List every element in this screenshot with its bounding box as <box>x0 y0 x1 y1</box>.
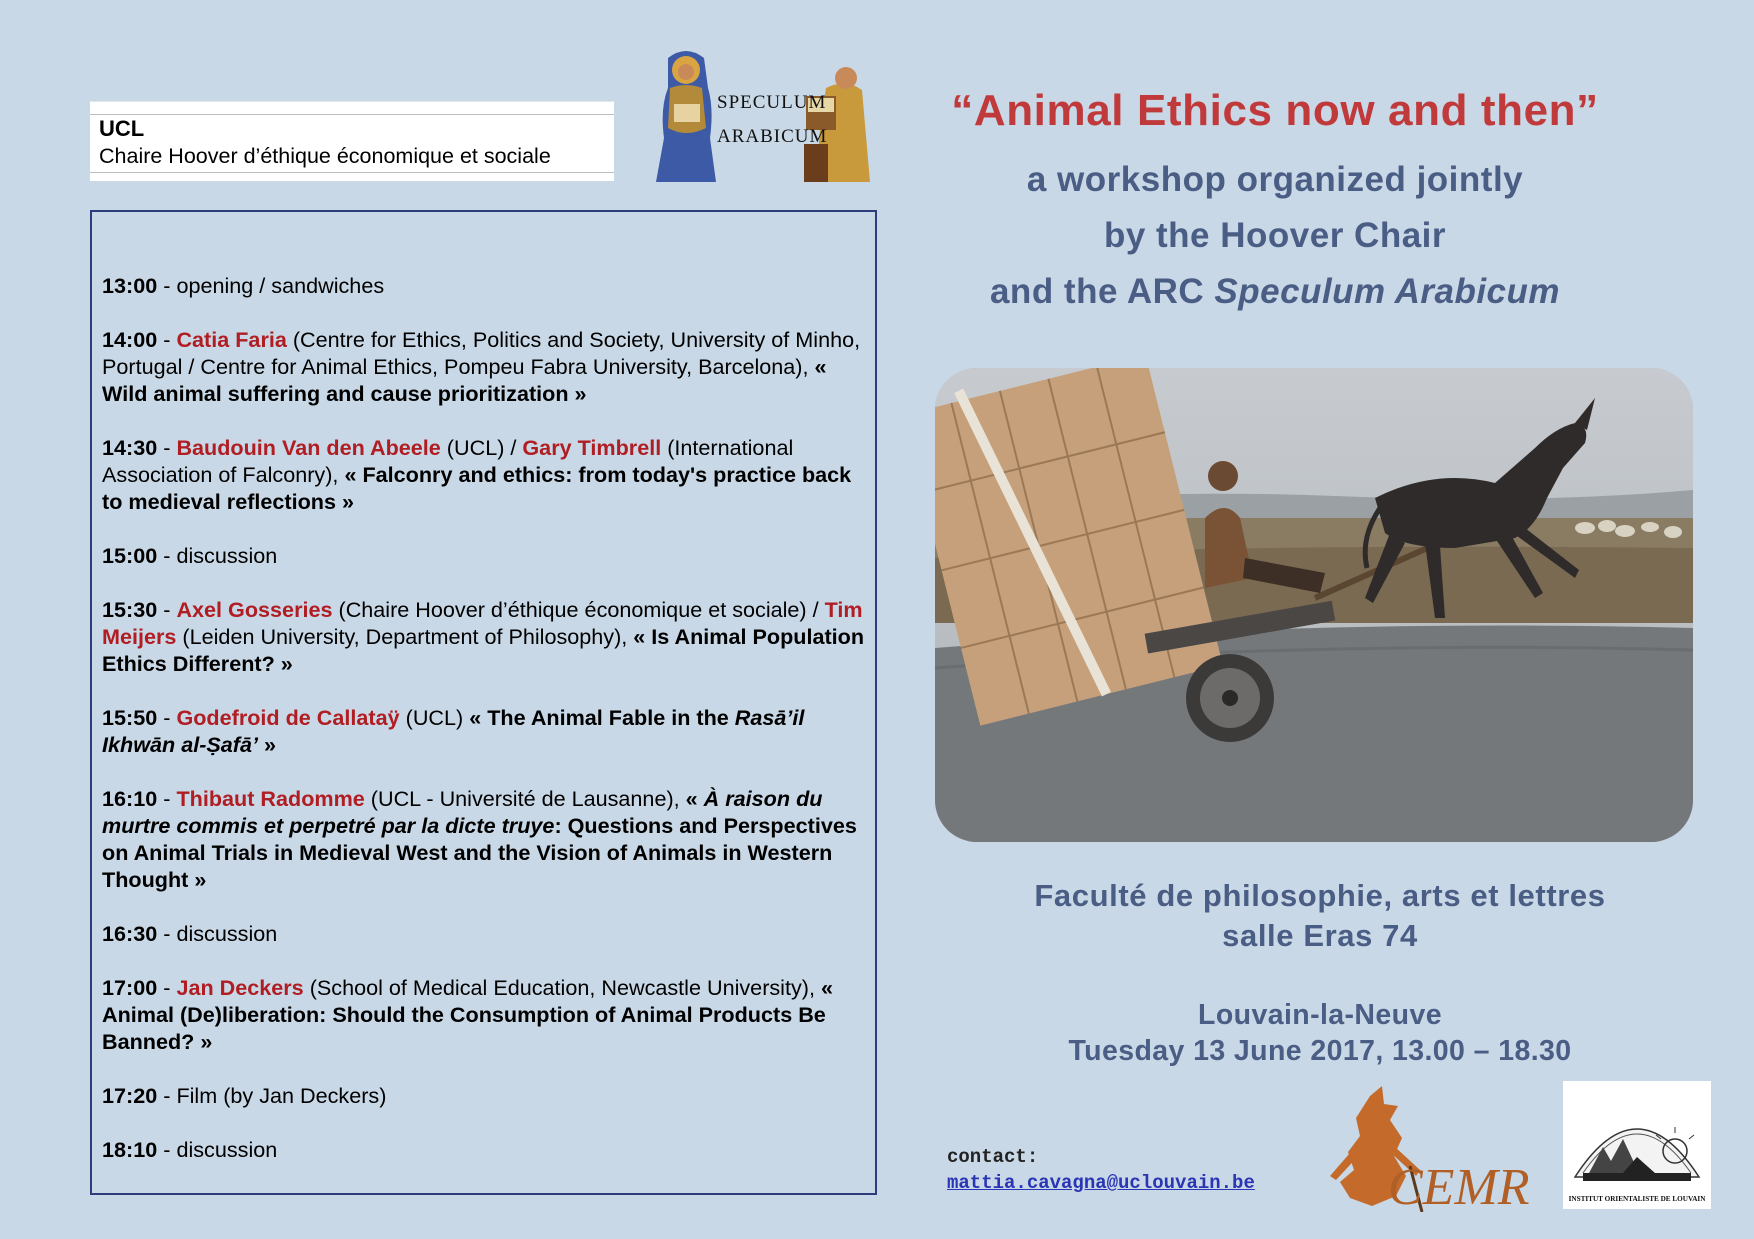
venue <box>880 876 1754 956</box>
subtitle-line <box>880 264 1670 320</box>
program-item <box>102 434 865 515</box>
talk-title: « <box>685 786 704 811</box>
item-text: discussion <box>176 1137 278 1162</box>
separator: - <box>157 273 177 298</box>
time: 17:00 <box>102 975 158 1000</box>
item-text: discussion <box>176 543 278 568</box>
speaker: Catia Faria <box>176 327 287 352</box>
talk-title: « Wild animal suffering and cause prioritization » <box>102 354 827 406</box>
time: 18:10 <box>102 1137 158 1162</box>
separator: - <box>157 1137 177 1162</box>
time: 15:50 <box>102 705 158 730</box>
separator: - <box>157 435 177 460</box>
time: 16:30 <box>102 921 158 946</box>
talk-title-end: : Questions and Perspectives on Animal Trials in Medieval West and the Vision of Animals in Western Thought » <box>102 813 857 892</box>
item-text: opening / sandwiches <box>176 273 385 298</box>
talk-title-italic: Rasā’il Ikhwān al-Ṣafā’ <box>102 705 805 757</box>
program-item <box>102 596 865 677</box>
separator: - <box>157 786 177 811</box>
event-title: “Animal Ethics now and then” <box>951 86 1599 135</box>
affiliation: (Leiden University, Department of Philosophy), <box>176 624 634 649</box>
time: 14:30 <box>102 435 158 460</box>
institut-orientaliste-caption: INSTITUT ORIENTALISTE DE LOUVAIN <box>1568 1195 1706 1203</box>
talk-title: « Falconry and ethics: from today's practice back to medieval reflections » <box>102 462 852 514</box>
separator: - <box>157 1083 177 1108</box>
affiliation: (UCL) / <box>440 435 523 460</box>
talk-title-end: » <box>258 732 277 757</box>
time: 17:20 <box>102 1083 158 1108</box>
place-date <box>880 997 1754 1069</box>
time: 13:00 <box>102 273 158 298</box>
program-item <box>102 1082 865 1109</box>
affiliation: (Chaire Hoover d’éthique économique et sociale) / <box>332 597 825 622</box>
program-item <box>102 704 865 758</box>
institut-orientaliste-emblem <box>1563 1081 1711 1209</box>
divider <box>90 172 614 173</box>
talk-title: « Is Animal Population Ethics Different? » <box>102 624 865 676</box>
time: 16:10 <box>102 786 158 811</box>
talk-title: « Animal (De)liberation: Should the Consumption of Animal Products Be Banned? » <box>102 975 833 1054</box>
time: 14:00 <box>102 327 158 352</box>
cemr-wordmark: CEMR <box>1388 1159 1530 1212</box>
date: Tuesday 13 June 2017, 13.00 – 18.30 <box>1068 1035 1572 1067</box>
arabicum-word: ARABICUM <box>717 126 828 147</box>
program-item <box>102 920 865 947</box>
program-item <box>102 326 865 407</box>
talk-title: « The Animal Fable in the <box>469 705 735 730</box>
affiliation: (UCL - Université de Lausanne), <box>364 786 686 811</box>
program-item <box>102 272 865 299</box>
item-text: Film (by Jan Deckers) <box>176 1083 387 1108</box>
divider <box>90 114 614 115</box>
program-item <box>102 1136 865 1163</box>
institut-orientaliste-logo <box>1563 1081 1711 1209</box>
event-subtitle <box>880 152 1670 320</box>
photo-illustration <box>935 368 1693 842</box>
contact-label: contact: <box>947 1146 1039 1168</box>
speaker: Gary Timbrell <box>522 435 662 460</box>
contact-email-link[interactable]: mattia.cavagna@uclouvain.be <box>947 1172 1255 1194</box>
speculum-word: SPECULUM <box>717 92 827 113</box>
separator: - <box>157 975 177 1000</box>
subtitle-text: and the ARC <box>989 272 1215 311</box>
ucl-label: UCL <box>99 116 145 141</box>
program-item <box>102 542 865 569</box>
speaker: Jan Deckers <box>176 975 304 1000</box>
city: Louvain-la-Neuve <box>1198 999 1442 1031</box>
time: 15:00 <box>102 543 158 568</box>
affiliation: (School of Medical Education, Newcastle University), <box>303 975 821 1000</box>
affiliation: (Centre for Ethics, Politics and Society, University of Minho, Portugal / Centre for Animal Ethics, Pompeu Fabra University, Barcelona), <box>102 327 861 379</box>
separator: - <box>157 597 177 622</box>
cemr-logo <box>1310 1086 1538 1212</box>
subtitle-line: a workshop organized jointly <box>1026 160 1524 199</box>
affiliation: (UCL) <box>399 705 470 730</box>
venue-room: salle Eras 74 <box>1222 918 1418 953</box>
program-item <box>102 785 865 893</box>
speaker: Tim Meijers <box>102 597 863 649</box>
speculum-arabicum-wordmark <box>717 86 827 154</box>
speaker: Godefroid de Callataÿ <box>176 705 400 730</box>
speaker: Thibaut Radomme <box>176 786 365 811</box>
subtitle-line: by the Hoover Chair <box>1103 216 1447 255</box>
separator: - <box>157 921 177 946</box>
ucl-header <box>90 101 614 181</box>
venue-faculty: Faculté de philosophie, arts et lettres <box>1034 878 1606 913</box>
speaker: Axel Gosseries <box>176 597 333 622</box>
affiliation: (International Association of Falconry), <box>102 435 794 487</box>
subtitle-italic: Speculum Arabicum <box>1214 272 1561 311</box>
talk-title-italic: À raison du murtre commis et perpetré par la dicte truye <box>102 786 823 838</box>
separator: - <box>157 543 177 568</box>
chair-label: Chaire Hoover d’éthique économique et sociale <box>99 144 551 168</box>
separator: - <box>157 705 177 730</box>
item-text: discussion <box>176 921 278 946</box>
speaker: Baudouin Van den Abeele <box>176 435 441 460</box>
contact-block <box>947 1144 1255 1196</box>
program-box <box>90 210 877 1195</box>
program-item <box>102 974 865 1055</box>
time: 15:30 <box>102 597 158 622</box>
separator: - <box>157 327 177 352</box>
donkey-cart-photo <box>935 368 1693 842</box>
